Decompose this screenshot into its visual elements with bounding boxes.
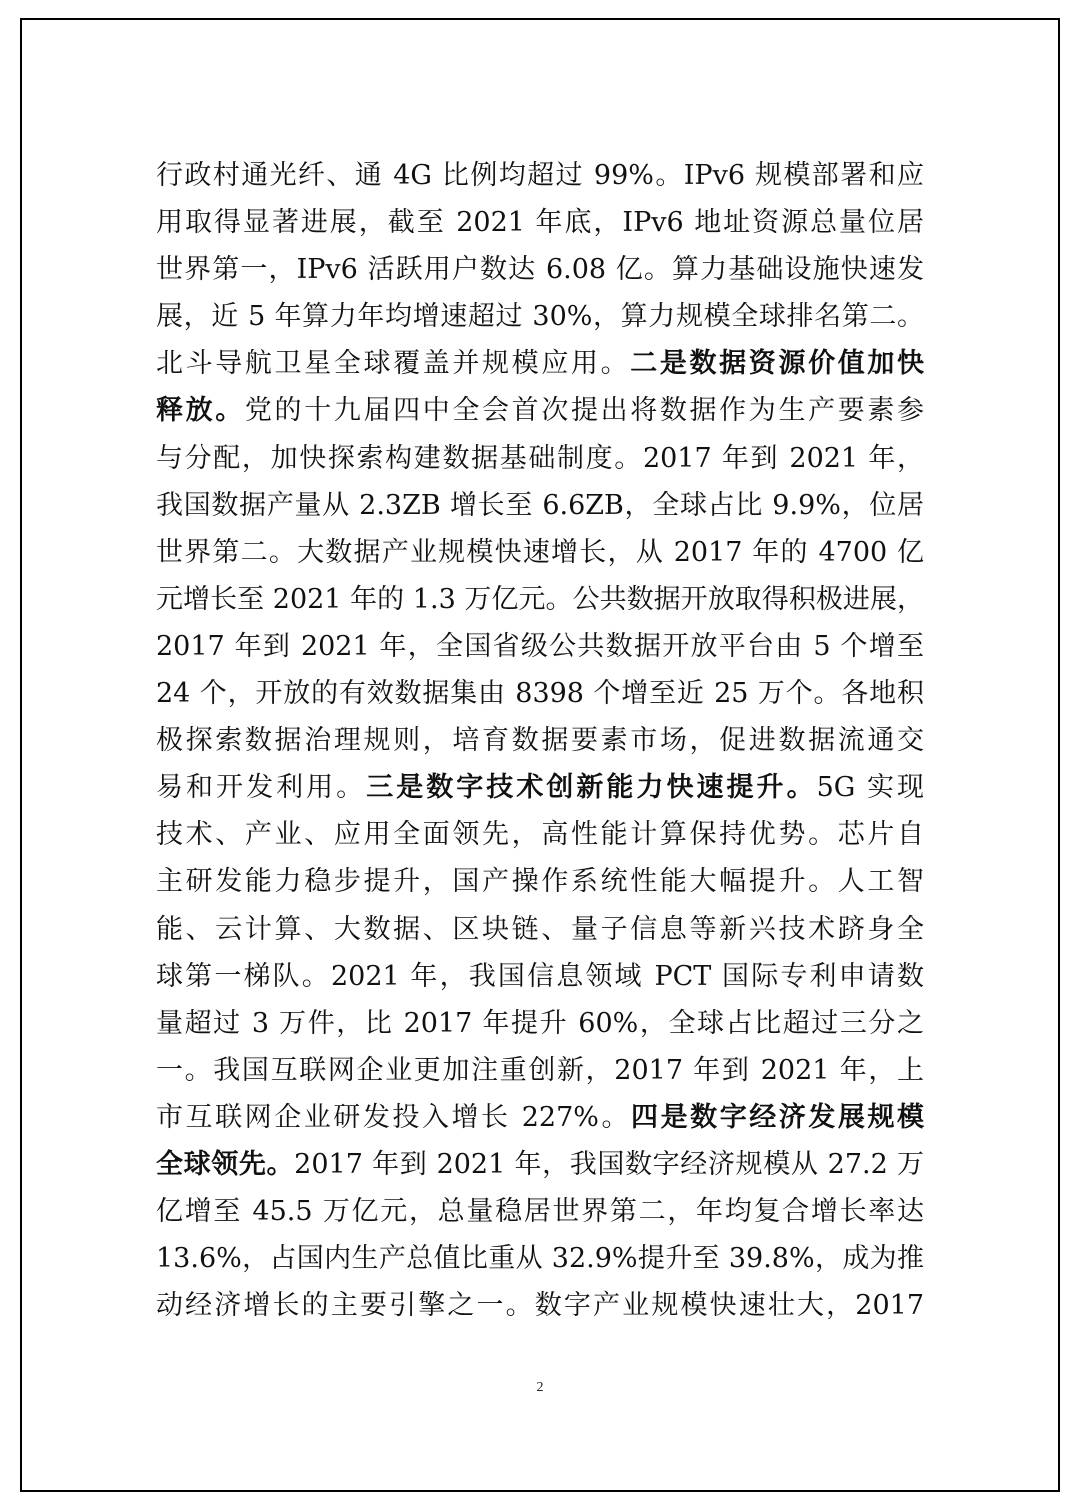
section-heading-four: 四是数字经济发展规模 <box>631 1101 924 1133</box>
text-line <box>156 529 924 576</box>
text-line <box>156 717 924 764</box>
text-line <box>156 1282 924 1329</box>
line-text: 技术、产业、应用全面领先，高性能计算保持优势。芯片自 <box>156 819 924 851</box>
document-body <box>156 152 924 1329</box>
line-text: 2017 年到 2021 年，我国数字经济规模从 27.2 万 <box>294 1148 924 1180</box>
text-line <box>156 1047 924 1094</box>
line-text: 行政村通光纤、通 4G 比例均超过 99%。IPv6 规模部署和应 <box>156 160 924 191</box>
line-text: 能、云计算、大数据、区块链、量子信息等新兴技术跻身全 <box>156 913 924 945</box>
text-line <box>156 858 924 905</box>
text-line <box>156 906 924 953</box>
line-text: 世界第二。大数据产业规模快速增长，从 2017 年的 4700 亿 <box>156 536 924 568</box>
line-text: 北斗导航卫星全球覆盖并规模应用。 <box>156 348 631 380</box>
text-line <box>156 152 924 199</box>
line-text: 元增长至 2021 年的 1.3 万亿元。公共数据开放取得积极进展， <box>156 583 924 615</box>
text-line <box>156 482 924 529</box>
text-line <box>156 764 924 811</box>
text-line <box>156 340 924 387</box>
section-heading-four-end: 全球领先。 <box>156 1148 295 1180</box>
line-text: 市互联网企业研发投入增长 227%。 <box>156 1101 632 1133</box>
text-line <box>156 953 924 1000</box>
line-text: 世界第一，IPv6 活跃用户数达 6.08 亿。算力基础设施快速发 <box>156 254 924 286</box>
text-line <box>156 293 924 340</box>
line-text: 13.6%，占国内生产总值比重从 32.9%提升至 39.8%，成为推 <box>156 1243 924 1275</box>
line-text: 动经济增长的主要引擎之一。数字产业规模快速壮大，2017 <box>156 1290 924 1322</box>
line-text: 24 个，开放的有效数据集由 8398 个增至近 25 万个。各地积 <box>156 678 924 710</box>
line-text: 球第一梯队。2021 年，我国信息领域 PCT 国际专利申请数 <box>156 960 924 992</box>
text-line <box>156 387 924 434</box>
text-line <box>156 811 924 858</box>
line-text: 量超过 3 万件，比 2017 年提升 60%，全球占比超过三分之 <box>156 1007 924 1039</box>
text-line <box>156 1235 924 1282</box>
text-line <box>156 670 924 717</box>
line-text: 易和开发利用。 <box>156 772 367 804</box>
line-text: 主研发能力稳步提升，国产操作系统性能大幅提升。人工智 <box>156 866 924 898</box>
line-text: 我国数据产量从 2.3ZB 增长至 6.6ZB，全球占比 9.9%，位居 <box>156 489 924 521</box>
line-text: 5G 实现 <box>816 772 924 804</box>
text-line <box>156 623 924 670</box>
text-line <box>156 246 924 293</box>
line-text: 2017 年到 2021 年，全国省级公共数据开放平台由 5 个增至 <box>156 630 924 662</box>
text-line <box>156 1141 924 1188</box>
line-text: 一。我国互联网企业更加注重创新，2017 年到 2021 年，上 <box>156 1054 924 1086</box>
line-text: 党的十九届四中全会首次提出将数据作为生产要素参 <box>244 395 924 427</box>
text-line <box>156 199 924 246</box>
section-heading-three: 三是数字技术创新能力快速提升。 <box>366 772 817 804</box>
line-text: 用取得显著进展，截至 2021 年底，IPv6 地址资源总量位居 <box>156 207 924 239</box>
text-line <box>156 576 924 623</box>
line-text: 展，近 5 年算力年均增速超过 30%，算力规模全球排名第二。 <box>156 301 924 333</box>
line-text: 极探索数据治理规则，培育数据要素市场，促进数据流通交 <box>156 725 924 757</box>
text-line <box>156 1188 924 1235</box>
text-line <box>156 435 924 482</box>
line-text: 亿增至 45.5 万亿元，总量稳居世界第二，年均复合增长率达 <box>156 1196 924 1228</box>
text-line <box>156 1000 924 1047</box>
section-heading-two: 二是数据资源价值加快 <box>630 348 924 380</box>
line-text: 与分配，加快探索构建数据基础制度。2017 年到 2021 年， <box>156 442 924 474</box>
page-number: 2 <box>536 1380 544 1395</box>
section-heading-two-end: 释放。 <box>156 395 245 427</box>
text-line <box>156 1094 924 1141</box>
